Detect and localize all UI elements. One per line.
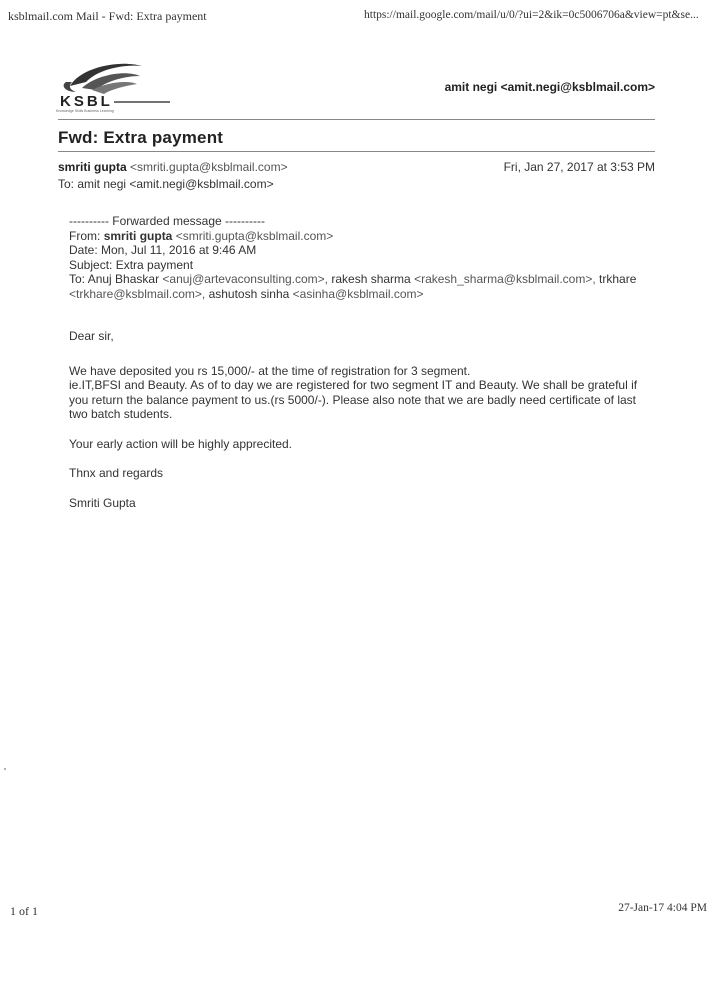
forward-separator: ---------- Forwarded message ---------- [69,214,265,228]
forward-from: From: smriti gupta <smriti.gupta@ksblmail.com> [69,228,334,243]
header-divider [58,119,655,120]
recipient-name: trkhare [599,272,637,286]
sender-name: smriti gupta [58,160,127,174]
subject-divider [58,151,655,152]
paragraph: Your early action will be highly apprecited. [69,436,293,451]
paragraph-line: two batch students. [69,407,173,421]
closing: Thnx and regards [69,466,164,480]
print-page-title: ksblmail.com Mail - Fwd: Extra payment [8,9,207,23]
print-page-url: https://mail.google.com/mail/u/0/?ui=2&ik=0c5006706a&view=pt&se... [364,9,699,21]
signature: Smriti Gupta [69,495,136,510]
recipient-name: rakesh sharma [331,272,411,286]
forward-to: To: Anuj Bhaskar <anuj@artevaconsulting.com>, rakesh sharma <rakesh_sharma@ksblmail.com>, trkhare <trkhare@ksblmail.com>, ashutosh sinha <asinha@ksblmail.com> [69,272,637,301]
message-body [69,214,649,510]
logo-tagline: Knowledge Skills Business Learning [56,109,114,113]
paragraph-line: We have deposited you rs 15,000/- at the time of registration for 3 segment. [69,363,471,378]
message-to: To: amit negi <amit.negi@ksblmail.com> [58,177,274,191]
svg-text:KSBL: KSBL [60,93,113,110]
message-subject: Fwd: Extra payment [58,128,224,147]
forward-date: Date: Mon, Jul 11, 2016 at 9:46 AM [69,243,257,257]
forwarded-header [69,214,649,301]
message-from [58,160,288,174]
sender-email[interactable]: <smriti.gupta@ksblmail.com> [130,160,288,174]
page-number: 1 of 1 [10,904,38,918]
recipient-name: ashutosh sinha [208,286,290,301]
ksbl-logo [52,56,177,114]
recipient-email[interactable]: <rakesh_sharma@ksblmail.com>, [414,272,596,286]
forward-from-email[interactable]: <smriti.gupta@ksblmail.com> [175,228,334,243]
scan-speck [4,768,6,770]
message-date: Fri, Jan 27, 2017 at 3:53 PM [503,160,655,174]
paragraph-line: you return the balance payment to us.(rs 5000/-). Please also note that we are badly need certificate of last [69,392,636,407]
forward-subject: Subject: Extra payment [69,257,194,272]
recipient-email[interactable]: <trkhare@ksblmail.com>, [69,286,206,301]
forward-from-name: smriti gupta [103,228,173,243]
greeting: Dear sir, [69,329,114,343]
recipient-email[interactable]: <asinha@ksblmail.com> [292,286,424,301]
paragraph-line: ie.IT,BFSI and Beauty. As of to day we are registered for two segment IT and Beauty. We shall be grateful if [69,378,638,392]
account-email: amit negi <amit.negi@ksblmail.com> [444,80,655,94]
recipient-email[interactable]: <anuj@artevaconsulting.com>, [162,272,329,286]
printed-timestamp: 27-Jan-17 4:04 PM [618,902,707,914]
recipient-name: Anuj Bhaskar [87,272,160,286]
